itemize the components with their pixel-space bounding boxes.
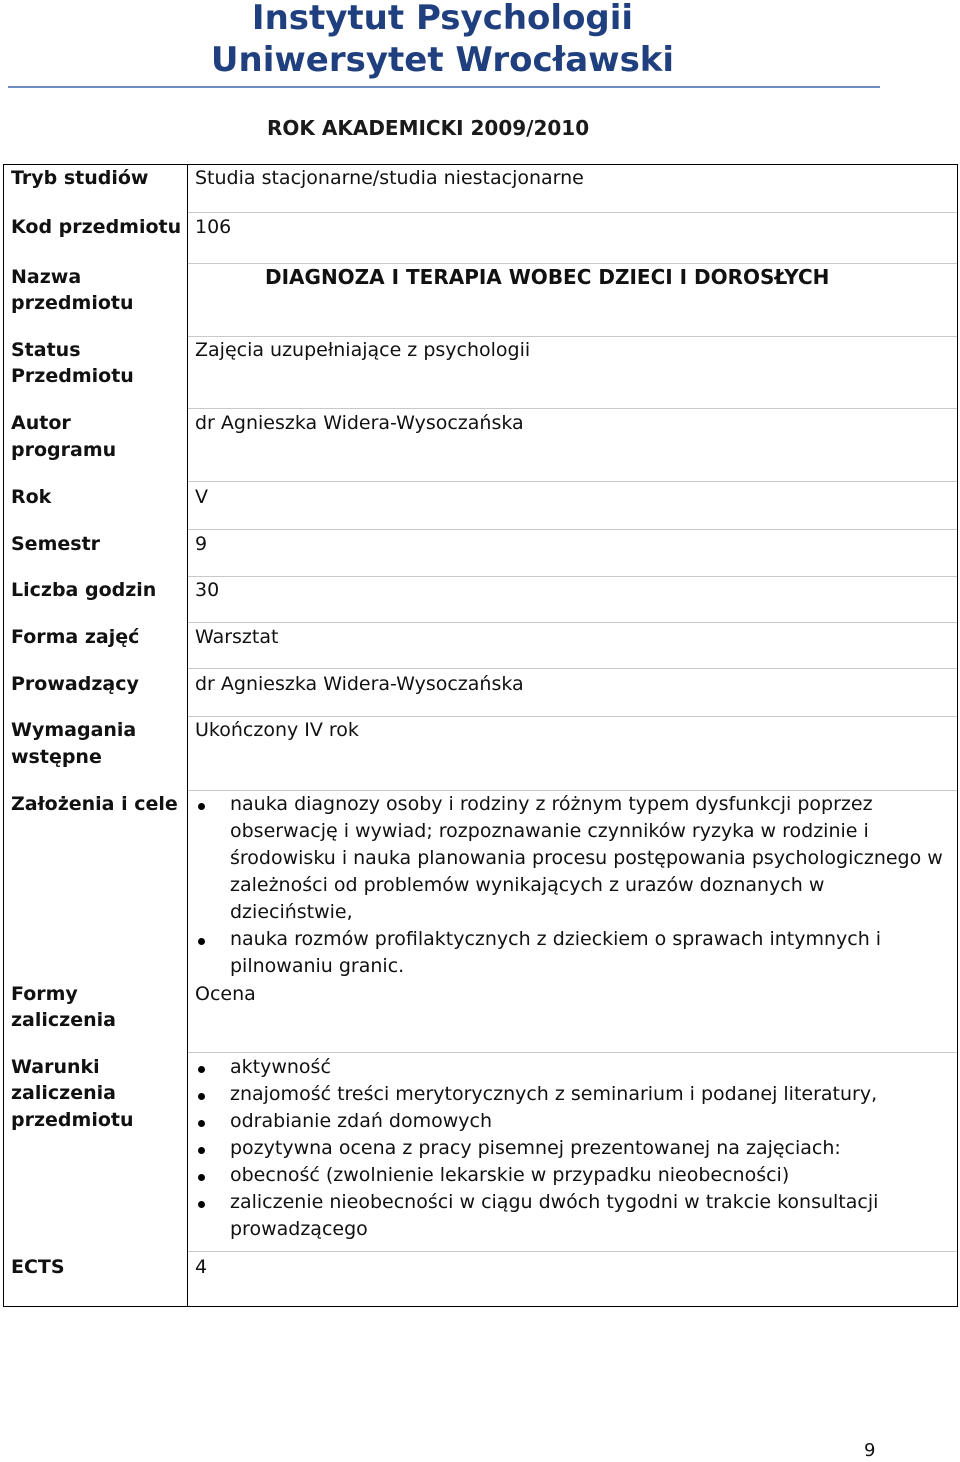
label-semestr: Semestr xyxy=(11,533,101,555)
label-ects: ECTS xyxy=(11,1256,65,1278)
academic-year: ROK AKADEMICKI 2009/2010 xyxy=(267,116,590,140)
value-tryb: Studia stacjonarne/studia niestacjonarne xyxy=(195,167,584,189)
value-godziny: 30 xyxy=(195,579,220,601)
row-divider xyxy=(188,212,957,213)
row-divider xyxy=(188,576,957,577)
label-wymagania-2: wstępne xyxy=(11,746,102,768)
label-warunki-1: Warunki xyxy=(11,1056,100,1078)
label-autor-2: programu xyxy=(11,439,117,461)
list-item: zaliczenie nieobecności w ciągu dwóch tygodni w trakcie konsultacji prowadzącego xyxy=(195,1189,878,1243)
label-kod: Kod przedmiotu xyxy=(11,216,182,238)
label-rok: Rok xyxy=(11,486,52,508)
list-item: pozytywna ocena z pracy pisemnej prezentowanej na zajęciach: xyxy=(195,1135,878,1162)
list-item: aktywność xyxy=(195,1054,878,1081)
label-warunki-3: przedmiotu xyxy=(11,1109,134,1131)
value-formy: Ocena xyxy=(195,983,256,1005)
list-item: nauka diagnozy osoby i rodziny z różnym typem dysfunkcji poprzez obserwację i wywiad; rozpoznawanie czynników ryzyka w rodzinie i środowisku i nauka planowania procesu postępowania psychologicznego w zależności od problemów wynikających z urazów doznanych w dzieciństwie, xyxy=(195,791,943,926)
label-nazwa-2: przedmiotu xyxy=(11,292,134,314)
row-divider xyxy=(188,622,957,623)
bullet-icon xyxy=(198,938,205,945)
label-godziny: Liczba godzin xyxy=(11,579,157,601)
value-autor: dr Agnieszka Widera-Wysoczańska xyxy=(195,412,524,434)
label-forma: Forma zajęć xyxy=(11,626,140,648)
value-rok: V xyxy=(195,486,208,508)
label-autor-1: Autor xyxy=(11,412,71,434)
label-tryb: Tryb studiów xyxy=(11,167,149,189)
bullet-icon xyxy=(198,803,205,810)
list-item: nauka rozmów profilaktycznych z dzieckiem o sprawach intymnych i pilnowaniu granic. xyxy=(195,926,943,980)
label-zalozenia: Założenia i cele xyxy=(11,793,178,815)
value-kod: 106 xyxy=(195,216,232,238)
course-name: DIAGNOZA I TERAPIA WOBEC DZIECI I DOROSŁYCH xyxy=(265,265,830,289)
label-status-2: Przedmiotu xyxy=(11,365,134,387)
value-status: Zajęcia uzupełniające z psychologii xyxy=(195,339,531,361)
value-wymagania: Ukończony IV rok xyxy=(195,719,359,741)
goals-list xyxy=(195,791,943,980)
value-semestr: 9 xyxy=(195,533,208,555)
institute-title: Instytut Psychologii xyxy=(251,0,634,38)
value-ects: 4 xyxy=(195,1256,208,1278)
row-divider xyxy=(188,668,957,669)
label-status-1: Status xyxy=(11,339,81,361)
row-divider xyxy=(188,481,957,482)
bullet-icon xyxy=(198,1120,205,1127)
label-formy-1: Formy xyxy=(11,983,78,1005)
bullet-icon xyxy=(198,1174,205,1181)
label-wymagania-1: Wymagania xyxy=(11,719,137,741)
label-warunki-2: zaliczenia xyxy=(11,1082,116,1104)
label-prowadzacy: Prowadzący xyxy=(11,673,139,695)
row-divider xyxy=(188,1052,957,1053)
header-divider xyxy=(8,86,880,88)
value-forma: Warsztat xyxy=(195,626,279,648)
bullet-icon xyxy=(198,1093,205,1100)
value-prowadzacy: dr Agnieszka Widera-Wysoczańska xyxy=(195,673,524,695)
list-item: obecność (zwolnienie lekarskie w przypadku nieobecności) xyxy=(195,1162,878,1189)
bullet-icon xyxy=(198,1201,205,1208)
label-formy-2: zaliczenia xyxy=(11,1009,116,1031)
row-divider xyxy=(188,1251,957,1252)
bullet-icon xyxy=(198,1147,205,1154)
requirements-list xyxy=(195,1054,878,1243)
list-item: znajomość treści merytorycznych z seminarium i podanej literatury, xyxy=(195,1081,878,1108)
label-nazwa-1: Nazwa xyxy=(11,266,82,288)
university-title: Uniwersytet Wrocławski xyxy=(210,40,675,80)
row-divider xyxy=(188,529,957,530)
row-divider xyxy=(188,408,957,409)
list-item: odrabianie zdań domowych xyxy=(195,1108,878,1135)
page-number: 9 xyxy=(864,1440,876,1461)
bullet-icon xyxy=(198,1066,205,1073)
